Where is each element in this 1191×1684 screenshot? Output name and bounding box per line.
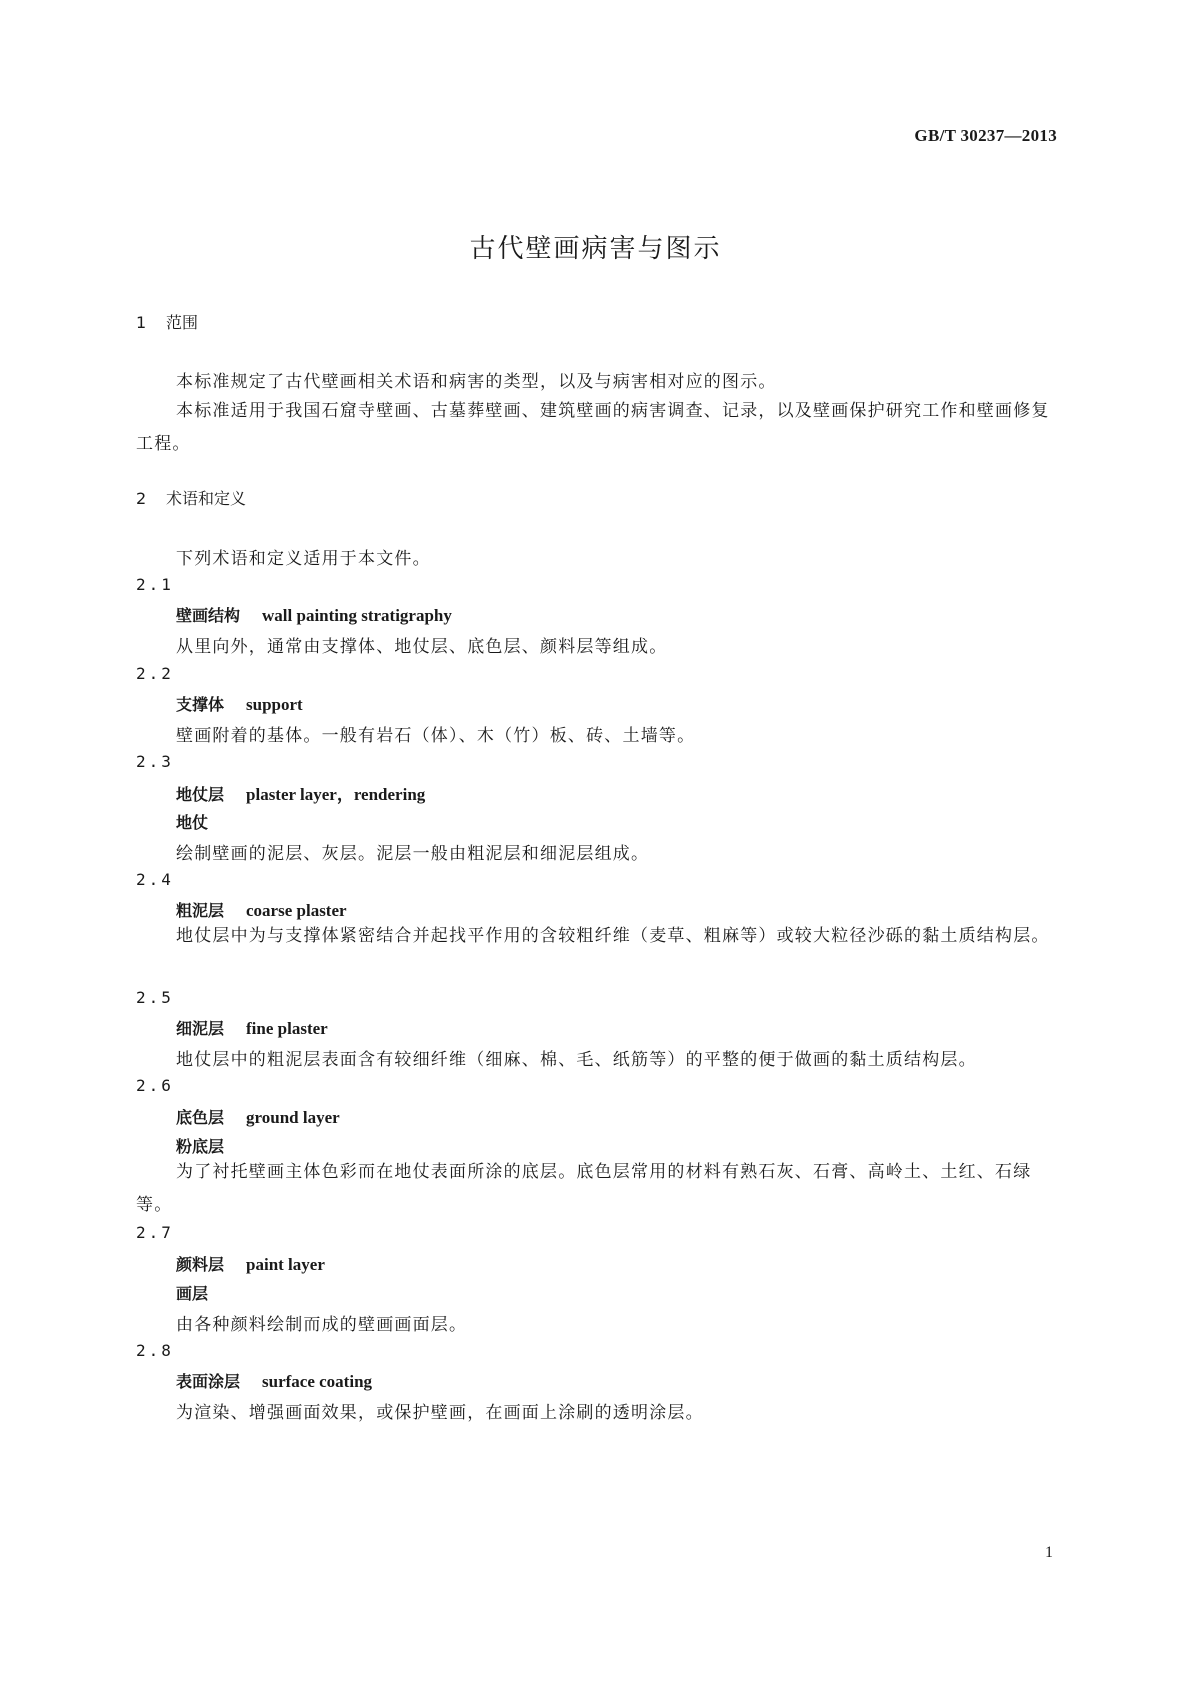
term-en: surface coating	[262, 1372, 373, 1391]
term-number: 2.4	[136, 870, 174, 889]
term-heading	[176, 1105, 340, 1128]
section-1-heading	[136, 310, 198, 333]
term-definition: 由各种颜料绘制而成的壁画画面层。	[176, 1315, 468, 1335]
term-en: ground layer	[246, 1108, 340, 1127]
term-en: fine plaster	[246, 1019, 328, 1038]
page-number: 1	[1045, 1544, 1053, 1561]
term-number: 2.1	[136, 575, 174, 594]
section-2-title: 术语和定义	[166, 489, 247, 508]
term-heading	[176, 1252, 325, 1275]
term-number: 2.8	[136, 1341, 174, 1360]
term-definition: 壁画附着的基体。一般有岩石（体）、木（竹）板、砖、土墙等。	[176, 726, 696, 746]
term-zh: 表面涂层	[176, 1372, 241, 1391]
term-number: 2.3	[136, 752, 174, 771]
section-2-heading	[136, 486, 246, 509]
term-en: paint layer	[246, 1255, 325, 1274]
term-alternate: 粉底层	[176, 1137, 225, 1156]
term-zh: 支撑体	[176, 695, 225, 714]
term-heading	[176, 692, 303, 715]
term-definition: 为了衬托壁画主体色彩而在地仗表面所涂的底层。底色层常用的材料有熟石灰、石膏、高岭土、土红、石绿等。	[136, 1162, 1032, 1215]
term-zh: 底色层	[176, 1108, 225, 1127]
term-definition: 地仗层中为与支撑体紧密结合并起找平作用的含较粗纤维（麦草、粗麻等）或较大粒径沙砾的黏土质结构层。	[176, 926, 1050, 946]
term-definition: 地仗层中的粗泥层表面含有较细纤维（细麻、棉、毛、纸筋等）的平整的便于做画的黏土质结构层。	[176, 1050, 977, 1070]
term-zh: 壁画结构	[176, 606, 241, 625]
section-2-number: 2	[136, 489, 147, 508]
term-heading	[176, 1016, 328, 1039]
section-2-intro: 下列术语和定义适用于本文件。	[176, 549, 431, 569]
term-number: 2.5	[136, 988, 174, 1007]
term-en: coarse plaster	[246, 901, 347, 920]
term-zh: 颜料层	[176, 1255, 225, 1274]
term-definition: 为渲染、增强画面效果，或保护壁画，在画面上涂刷的透明涂层。	[176, 1403, 704, 1423]
term-definition: 绘制壁画的泥层、灰层。泥层一般由粗泥层和细泥层组成。	[176, 844, 650, 864]
section-1-paragraph-2: 本标准适用于我国石窟寺壁画、古墓葬壁画、建筑壁画的病害调查、记录，以及壁画保护研究工作和壁画修复工程。	[136, 401, 1050, 454]
term-en: plaster layer，rendering	[246, 785, 426, 804]
term-en: support	[246, 695, 303, 714]
document-title: 古代壁画病害与图示	[469, 234, 722, 264]
term-heading	[176, 898, 347, 921]
term-alternate: 地仗	[176, 813, 209, 832]
term-heading	[176, 780, 425, 805]
term-number: 2.6	[136, 1076, 174, 1095]
term-number: 2.7	[136, 1223, 174, 1242]
section-1-title: 范围	[166, 313, 199, 332]
section-1-paragraph-1: 本标准规定了古代壁画相关术语和病害的类型，以及与病害相对应的图示。	[176, 372, 777, 392]
term-zh: 粗泥层	[176, 901, 225, 920]
term-definition: 从里向外，通常由支撑体、地仗层、底色层、颜料层等组成。	[176, 637, 668, 657]
section-1-number: 1	[136, 313, 147, 332]
term-number: 2.2	[136, 664, 174, 683]
term-zh: 细泥层	[176, 1019, 225, 1038]
term-heading	[176, 1369, 372, 1392]
term-heading	[176, 603, 452, 626]
term-alternate: 画层	[176, 1284, 209, 1303]
term-zh: 地仗层	[176, 785, 225, 804]
term-en: wall painting stratigraphy	[262, 606, 452, 625]
standard-number: GB/T 30237—2013	[914, 126, 1057, 145]
